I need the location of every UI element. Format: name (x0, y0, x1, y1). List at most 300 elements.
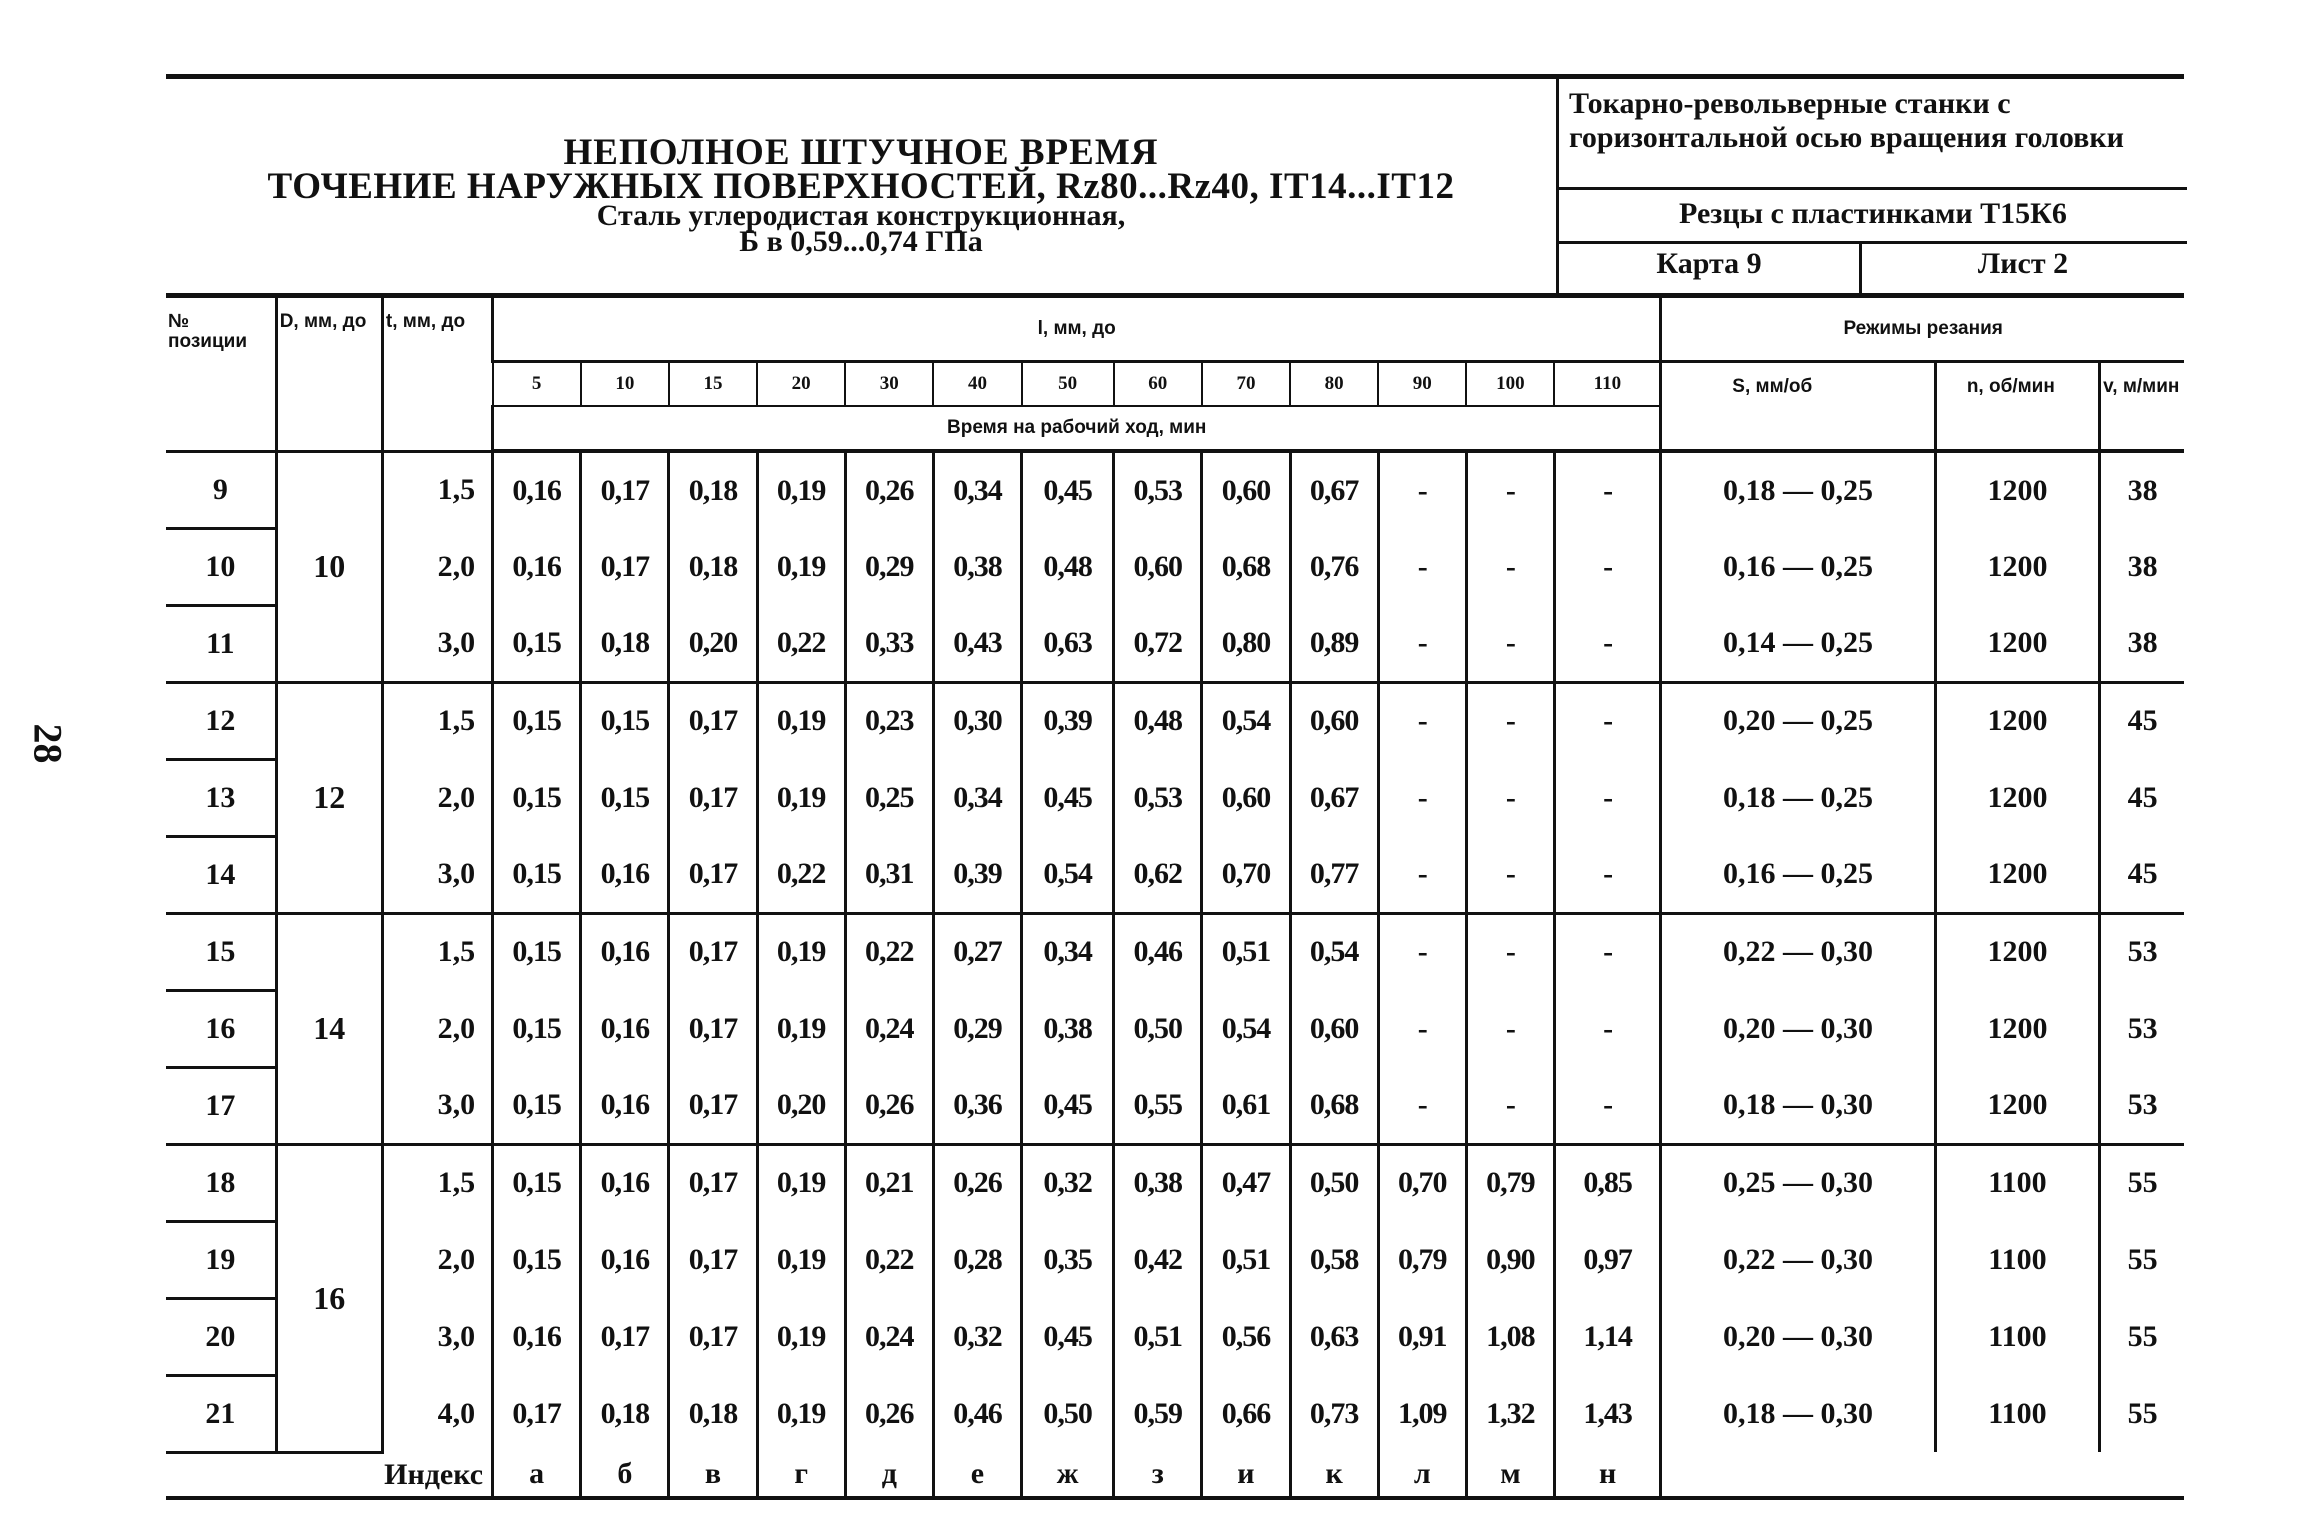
time-cell: 0,54 (1202, 682, 1290, 759)
diameter-cell: 14 (276, 913, 382, 1144)
time-cell: 0,36 (933, 1067, 1021, 1144)
sheet-header (166, 74, 2184, 298)
time-cell: 0,16 (581, 990, 669, 1067)
time-cell: 0,17 (669, 990, 757, 1067)
length-header-cell: 110 (1554, 362, 1660, 407)
index-letter: и (1202, 1452, 1290, 1498)
cutting-speed-cell: 38 (2100, 528, 2184, 605)
time-cell: 0,85 (1554, 1144, 1660, 1221)
depth-cell: 3,0 (382, 605, 492, 682)
time-cell: 0,19 (757, 451, 845, 528)
time-cell: 0,51 (1114, 1298, 1202, 1375)
time-cell: 0,26 (845, 1375, 933, 1452)
depth-cell: 2,0 (382, 528, 492, 605)
time-cell: 0,16 (581, 1067, 669, 1144)
header-s: S, мм/об (1661, 362, 1936, 452)
time-cell: 0,29 (933, 990, 1021, 1067)
time-cell: 0,79 (1378, 1221, 1466, 1298)
feed-cell: 0,22 — 0,30 (1661, 913, 1936, 990)
time-cell: 0,26 (845, 1067, 933, 1144)
time-cell: 0,17 (581, 451, 669, 528)
time-cell: 0,32 (933, 1298, 1021, 1375)
depth-cell: 1,5 (382, 451, 492, 528)
time-cell: 0,59 (1114, 1375, 1202, 1452)
time-cell: 0,60 (1290, 682, 1378, 759)
time-cell: 0,58 (1290, 1221, 1378, 1298)
position-number: 13 (166, 759, 276, 836)
time-cell: 0,48 (1114, 682, 1202, 759)
time-cell: 0,46 (1114, 913, 1202, 990)
time-cell: 0,28 (933, 1221, 1021, 1298)
time-cell: 0,80 (1202, 605, 1290, 682)
spindle-speed-cell: 1200 (1935, 990, 2099, 1067)
feed-cell: 0,16 — 0,25 (1661, 528, 1936, 605)
table-row (166, 1221, 2184, 1298)
time-cell: 0,48 (1022, 528, 1114, 605)
time-cell: 0,70 (1202, 836, 1290, 913)
length-header-cell: 40 (933, 362, 1021, 407)
time-cell: - (1466, 528, 1554, 605)
spindle-speed-cell: 1200 (1935, 451, 2099, 528)
time-cell: 0,56 (1202, 1298, 1290, 1375)
position-number: 16 (166, 990, 276, 1067)
time-cell: 0,19 (757, 528, 845, 605)
cutting-speed-cell: 53 (2100, 913, 2184, 990)
time-cell: 0,76 (1290, 528, 1378, 605)
title-block (166, 79, 1556, 293)
length-header-cell: 70 (1202, 362, 1290, 407)
time-cell: 0,22 (845, 1221, 933, 1298)
feed-cell: 0,20 — 0,30 (1661, 1298, 1936, 1375)
time-cell: 0,47 (1202, 1144, 1290, 1221)
time-cell: 0,51 (1202, 913, 1290, 990)
spindle-speed-cell: 1100 (1935, 1221, 2099, 1298)
table-row (166, 528, 2184, 605)
index-letter: к (1290, 1452, 1378, 1498)
time-cell: 0,18 (669, 451, 757, 528)
time-cell: 0,22 (757, 605, 845, 682)
time-cell: 0,19 (757, 913, 845, 990)
time-cell: 0,17 (581, 528, 669, 605)
time-cell: 0,60 (1114, 528, 1202, 605)
spindle-speed-cell: 1200 (1935, 836, 2099, 913)
feed-cell: 0,18 — 0,25 (1661, 759, 1936, 836)
time-cell: 0,19 (757, 1298, 845, 1375)
header-v: v, м/мин (2100, 362, 2184, 452)
table-row (166, 759, 2184, 836)
time-cell: 0,54 (1290, 913, 1378, 990)
position-number: 18 (166, 1144, 276, 1221)
time-cell: 0,17 (493, 1375, 581, 1452)
side-info-block (1556, 79, 2187, 293)
spindle-speed-cell: 1200 (1935, 759, 2099, 836)
time-cell: 1,32 (1466, 1375, 1554, 1452)
position-number: 10 (166, 528, 276, 605)
time-cell: 0,45 (1022, 1298, 1114, 1375)
time-cell: 0,38 (1022, 990, 1114, 1067)
feed-cell: 0,14 — 0,25 (1661, 605, 1936, 682)
title-main: НЕПОЛНОЕ ШТУЧНОЕ ВРЕМЯ (563, 132, 1159, 173)
time-cell: 0,17 (669, 1067, 757, 1144)
time-cell: 0,17 (669, 682, 757, 759)
feed-cell: 0,20 — 0,25 (1661, 682, 1936, 759)
time-cell: 0,63 (1022, 605, 1114, 682)
index-letter: г (757, 1452, 845, 1498)
position-number: 17 (166, 1067, 276, 1144)
time-cell: 0,16 (581, 836, 669, 913)
time-cell: 0,26 (933, 1144, 1021, 1221)
time-cell: 0,50 (1290, 1144, 1378, 1221)
index-letter: в (669, 1452, 757, 1498)
time-cell: 0,27 (933, 913, 1021, 990)
feed-cell: 0,22 — 0,30 (1661, 1221, 1936, 1298)
spindle-speed-cell: 1200 (1935, 682, 2099, 759)
time-cell: 0,18 (669, 528, 757, 605)
table-row (166, 1298, 2184, 1375)
cutting-speed-cell: 53 (2100, 1067, 2184, 1144)
feed-cell: 0,16 — 0,25 (1661, 836, 1936, 913)
time-cell: 0,22 (757, 836, 845, 913)
cutting-speed-cell: 38 (2100, 451, 2184, 528)
table-row (166, 990, 2184, 1067)
spindle-speed-cell: 1200 (1935, 1067, 2099, 1144)
feed-cell: 0,18 — 0,25 (1661, 451, 1936, 528)
header-time: Время на рабочий ход, мин (493, 406, 1661, 451)
time-cell: 1,14 (1554, 1298, 1660, 1375)
time-cell: 0,29 (845, 528, 933, 605)
time-cell: 0,15 (493, 913, 581, 990)
length-header-cell: 30 (845, 362, 933, 407)
header-modes: Режимы резания (1661, 298, 2184, 362)
table-row (166, 605, 2184, 682)
time-cell: 0,33 (845, 605, 933, 682)
time-cell: 0,17 (669, 759, 757, 836)
feed-cell: 0,25 — 0,30 (1661, 1144, 1936, 1221)
feed-cell: 0,18 — 0,30 (1661, 1067, 1936, 1144)
position-number: 15 (166, 913, 276, 990)
time-cell: 0,19 (757, 759, 845, 836)
cutting-speed-cell: 45 (2100, 759, 2184, 836)
title-strength: Б в 0,59...0,74 ГПа (739, 225, 983, 258)
time-norms-table (166, 298, 2184, 1500)
time-cell: 0,34 (933, 451, 1021, 528)
time-cell: 0,15 (493, 1221, 581, 1298)
spindle-speed-cell: 1200 (1935, 913, 2099, 990)
time-cell: - (1378, 836, 1466, 913)
time-cell: 0,34 (933, 759, 1021, 836)
time-cell: 0,67 (1290, 759, 1378, 836)
time-cell: 0,17 (669, 1144, 757, 1221)
time-cell: 0,17 (669, 1298, 757, 1375)
time-cell: - (1554, 913, 1660, 990)
time-cell: - (1378, 759, 1466, 836)
length-header-cell: 10 (581, 362, 669, 407)
length-header-cell: 60 (1114, 362, 1202, 407)
time-cell: 0,39 (1022, 682, 1114, 759)
time-cell: 0,68 (1290, 1067, 1378, 1144)
time-cell: 0,16 (493, 451, 581, 528)
time-cell: - (1378, 528, 1466, 605)
time-cell: 0,19 (757, 1375, 845, 1452)
cutting-speed-cell: 55 (2100, 1298, 2184, 1375)
spindle-speed-cell: 1100 (1935, 1298, 2099, 1375)
index-letter: а (493, 1452, 581, 1498)
time-cell: - (1554, 451, 1660, 528)
time-cell: - (1554, 836, 1660, 913)
table-row (166, 913, 2184, 990)
table-row (166, 682, 2184, 759)
time-cell: 0,38 (1114, 1144, 1202, 1221)
header-row (166, 298, 2184, 362)
time-cell: 0,38 (933, 528, 1021, 605)
cutter-type: Резцы с пластинками Т15К6 (1679, 197, 2067, 230)
time-cell: 0,25 (845, 759, 933, 836)
length-header-cell: 90 (1378, 362, 1466, 407)
time-cell: 0,60 (1202, 759, 1290, 836)
time-cell: 0,35 (1022, 1221, 1114, 1298)
reference-sheet (166, 74, 2184, 1500)
time-cell: 0,54 (1022, 836, 1114, 913)
time-cell: 0,53 (1114, 451, 1202, 528)
index-letter: ж (1022, 1452, 1114, 1498)
time-cell: 0,60 (1290, 990, 1378, 1067)
spindle-speed-cell: 1200 (1935, 528, 2099, 605)
header-length: l, мм, до (493, 298, 1661, 362)
index-letter: н (1554, 1452, 1660, 1498)
position-number: 14 (166, 836, 276, 913)
spindle-speed-cell: 1200 (1935, 605, 2099, 682)
feed-cell: 0,18 — 0,30 (1661, 1375, 1936, 1452)
time-cell: 0,23 (845, 682, 933, 759)
divider (1559, 241, 2187, 244)
diameter-cell: 16 (276, 1144, 382, 1452)
table-row (166, 1375, 2184, 1452)
time-cell: 0,15 (493, 990, 581, 1067)
time-cell: 0,60 (1202, 451, 1290, 528)
time-cell: 1,09 (1378, 1375, 1466, 1452)
index-letter: з (1114, 1452, 1202, 1498)
depth-cell: 3,0 (382, 1298, 492, 1375)
time-cell: 0,24 (845, 1298, 933, 1375)
time-cell: - (1378, 451, 1466, 528)
time-cell: - (1466, 990, 1554, 1067)
time-cell: - (1554, 1067, 1660, 1144)
time-cell: 0,16 (581, 913, 669, 990)
time-cell: 0,15 (493, 605, 581, 682)
sheet-number: Лист 2 (1977, 247, 2069, 280)
index-letter: м (1466, 1452, 1554, 1498)
time-cell: - (1378, 990, 1466, 1067)
time-cell: 0,19 (757, 990, 845, 1067)
time-cell: - (1466, 605, 1554, 682)
time-cell: 0,15 (581, 759, 669, 836)
time-cell: 0,50 (1022, 1375, 1114, 1452)
time-cell: - (1466, 836, 1554, 913)
time-cell: 0,17 (669, 836, 757, 913)
time-cell: 0,34 (1022, 913, 1114, 990)
time-cell: 0,45 (1022, 1067, 1114, 1144)
time-cell: 0,72 (1114, 605, 1202, 682)
time-cell: 0,45 (1022, 759, 1114, 836)
time-cell: - (1466, 913, 1554, 990)
time-cell: 0,16 (581, 1221, 669, 1298)
time-cell: 0,21 (845, 1144, 933, 1221)
table-row (166, 451, 2184, 528)
position-number: 19 (166, 1221, 276, 1298)
header-d: D, мм, до (276, 298, 382, 451)
time-cell: 0,53 (1114, 759, 1202, 836)
cutting-speed-cell: 55 (2100, 1375, 2184, 1452)
time-cell: 0,54 (1202, 990, 1290, 1067)
time-cell: 0,15 (493, 1067, 581, 1144)
depth-cell: 2,0 (382, 990, 492, 1067)
position-number: 9 (166, 451, 276, 528)
header-n: n, об/мин (1935, 362, 2099, 452)
index-blank (1661, 1452, 2184, 1498)
time-cell: 0,89 (1290, 605, 1378, 682)
title-material: Сталь углеродистая конструкционная, (596, 199, 1126, 232)
time-cell: 0,20 (669, 605, 757, 682)
time-cell: 0,31 (845, 836, 933, 913)
time-cell: - (1378, 605, 1466, 682)
spindle-speed-cell: 1100 (1935, 1375, 2099, 1452)
depth-cell: 3,0 (382, 836, 492, 913)
header-t: t, мм, до (382, 298, 492, 451)
time-cell: 0,19 (757, 1221, 845, 1298)
time-cell: - (1378, 682, 1466, 759)
index-letter: д (845, 1452, 933, 1498)
spindle-speed-cell: 1100 (1935, 1144, 2099, 1221)
index-label: Индекс (166, 1452, 493, 1498)
time-cell: - (1466, 759, 1554, 836)
time-cell: 0,61 (1202, 1067, 1290, 1144)
time-cell: 0,15 (493, 759, 581, 836)
position-number: 21 (166, 1375, 276, 1452)
depth-cell: 1,5 (382, 1144, 492, 1221)
position-number: 20 (166, 1298, 276, 1375)
time-cell: - (1466, 451, 1554, 528)
length-header-cell: 20 (757, 362, 845, 407)
time-cell: - (1554, 605, 1660, 682)
time-cell: 1,08 (1466, 1298, 1554, 1375)
time-cell: 0,55 (1114, 1067, 1202, 1144)
page-number: 28 (25, 723, 71, 764)
time-cell: 0,62 (1114, 836, 1202, 913)
depth-cell: 1,5 (382, 913, 492, 990)
time-cell: 0,42 (1114, 1221, 1202, 1298)
cutting-speed-cell: 55 (2100, 1221, 2184, 1298)
time-cell: 0,97 (1554, 1221, 1660, 1298)
index-row (166, 1452, 2184, 1498)
depth-cell: 3,0 (382, 1067, 492, 1144)
time-cell: 0,26 (845, 451, 933, 528)
time-cell: - (1378, 913, 1466, 990)
time-cell: 0,46 (933, 1375, 1021, 1452)
time-cell: 0,91 (1378, 1298, 1466, 1375)
time-cell: 0,18 (581, 1375, 669, 1452)
time-cell: - (1554, 528, 1660, 605)
time-cell: 0,15 (581, 682, 669, 759)
cutting-speed-cell: 38 (2100, 605, 2184, 682)
length-header-cell: 50 (1022, 362, 1114, 407)
time-cell: 0,18 (581, 605, 669, 682)
time-cell: 0,17 (581, 1298, 669, 1375)
index-letter: б (581, 1452, 669, 1498)
feed-cell: 0,20 — 0,30 (1661, 990, 1936, 1067)
time-cell: 0,15 (493, 836, 581, 913)
cutting-speed-cell: 45 (2100, 682, 2184, 759)
table-row (166, 1144, 2184, 1221)
time-cell: - (1466, 1067, 1554, 1144)
cutting-speed-cell: 45 (2100, 836, 2184, 913)
time-cell: 0,32 (1022, 1144, 1114, 1221)
time-cell: 0,43 (933, 605, 1021, 682)
time-cell: 0,17 (669, 913, 757, 990)
time-cell: - (1378, 1067, 1466, 1144)
time-cell: 0,15 (493, 1144, 581, 1221)
time-cell: 0,45 (1022, 451, 1114, 528)
time-cell: - (1466, 682, 1554, 759)
time-cell: 0,24 (845, 990, 933, 1067)
diameter-cell: 10 (276, 451, 382, 682)
time-cell: - (1554, 759, 1660, 836)
time-cell: 0,50 (1114, 990, 1202, 1067)
time-cell: 0,73 (1290, 1375, 1378, 1452)
position-number: 11 (166, 605, 276, 682)
title-operation: ТОЧЕНИЕ НАРУЖНЫХ ПОВЕРХНОСТЕЙ, Rz80...Rz40, IT14...IT12 (267, 166, 1455, 207)
card-number: Карта 9 (1656, 247, 1762, 280)
time-cell: 0,22 (845, 913, 933, 990)
header-pos: № позиции (166, 298, 276, 451)
depth-cell: 2,0 (382, 759, 492, 836)
time-cell: 0,16 (493, 528, 581, 605)
time-cell: 0,16 (581, 1144, 669, 1221)
cutting-speed-cell: 55 (2100, 1144, 2184, 1221)
time-cell: 0,63 (1290, 1298, 1378, 1375)
time-cell: 0,39 (933, 836, 1021, 913)
index-letter: л (1378, 1452, 1466, 1498)
time-cell: 0,17 (669, 1221, 757, 1298)
time-cell: 0,66 (1202, 1375, 1290, 1452)
depth-cell: 1,5 (382, 682, 492, 759)
table-row (166, 836, 2184, 913)
index-letter: е (933, 1452, 1021, 1498)
time-cell: 0,20 (757, 1067, 845, 1144)
time-cell: - (1554, 990, 1660, 1067)
machine-type: Токарно-револьверные станки с горизонтальной осью вращения головки (1569, 87, 2124, 154)
length-header-cell: 80 (1290, 362, 1378, 407)
time-cell: 0,15 (493, 682, 581, 759)
depth-cell: 4,0 (382, 1375, 492, 1452)
time-cell: 1,43 (1554, 1375, 1660, 1452)
length-header-cell: 100 (1466, 362, 1554, 407)
cutting-speed-cell: 53 (2100, 990, 2184, 1067)
length-header-cell: 15 (669, 362, 757, 407)
time-cell: 0,67 (1290, 451, 1378, 528)
time-cell: 0,30 (933, 682, 1021, 759)
divider (1559, 187, 2187, 190)
table-row (166, 1067, 2184, 1144)
time-cell: 0,90 (1466, 1221, 1554, 1298)
time-cell: 0,19 (757, 682, 845, 759)
time-cell: 0,18 (669, 1375, 757, 1452)
diameter-cell: 12 (276, 682, 382, 913)
time-cell: 0,77 (1290, 836, 1378, 913)
time-cell: 0,79 (1466, 1144, 1554, 1221)
time-cell: 0,68 (1202, 528, 1290, 605)
time-cell: 0,19 (757, 1144, 845, 1221)
time-cell: 0,16 (493, 1298, 581, 1375)
